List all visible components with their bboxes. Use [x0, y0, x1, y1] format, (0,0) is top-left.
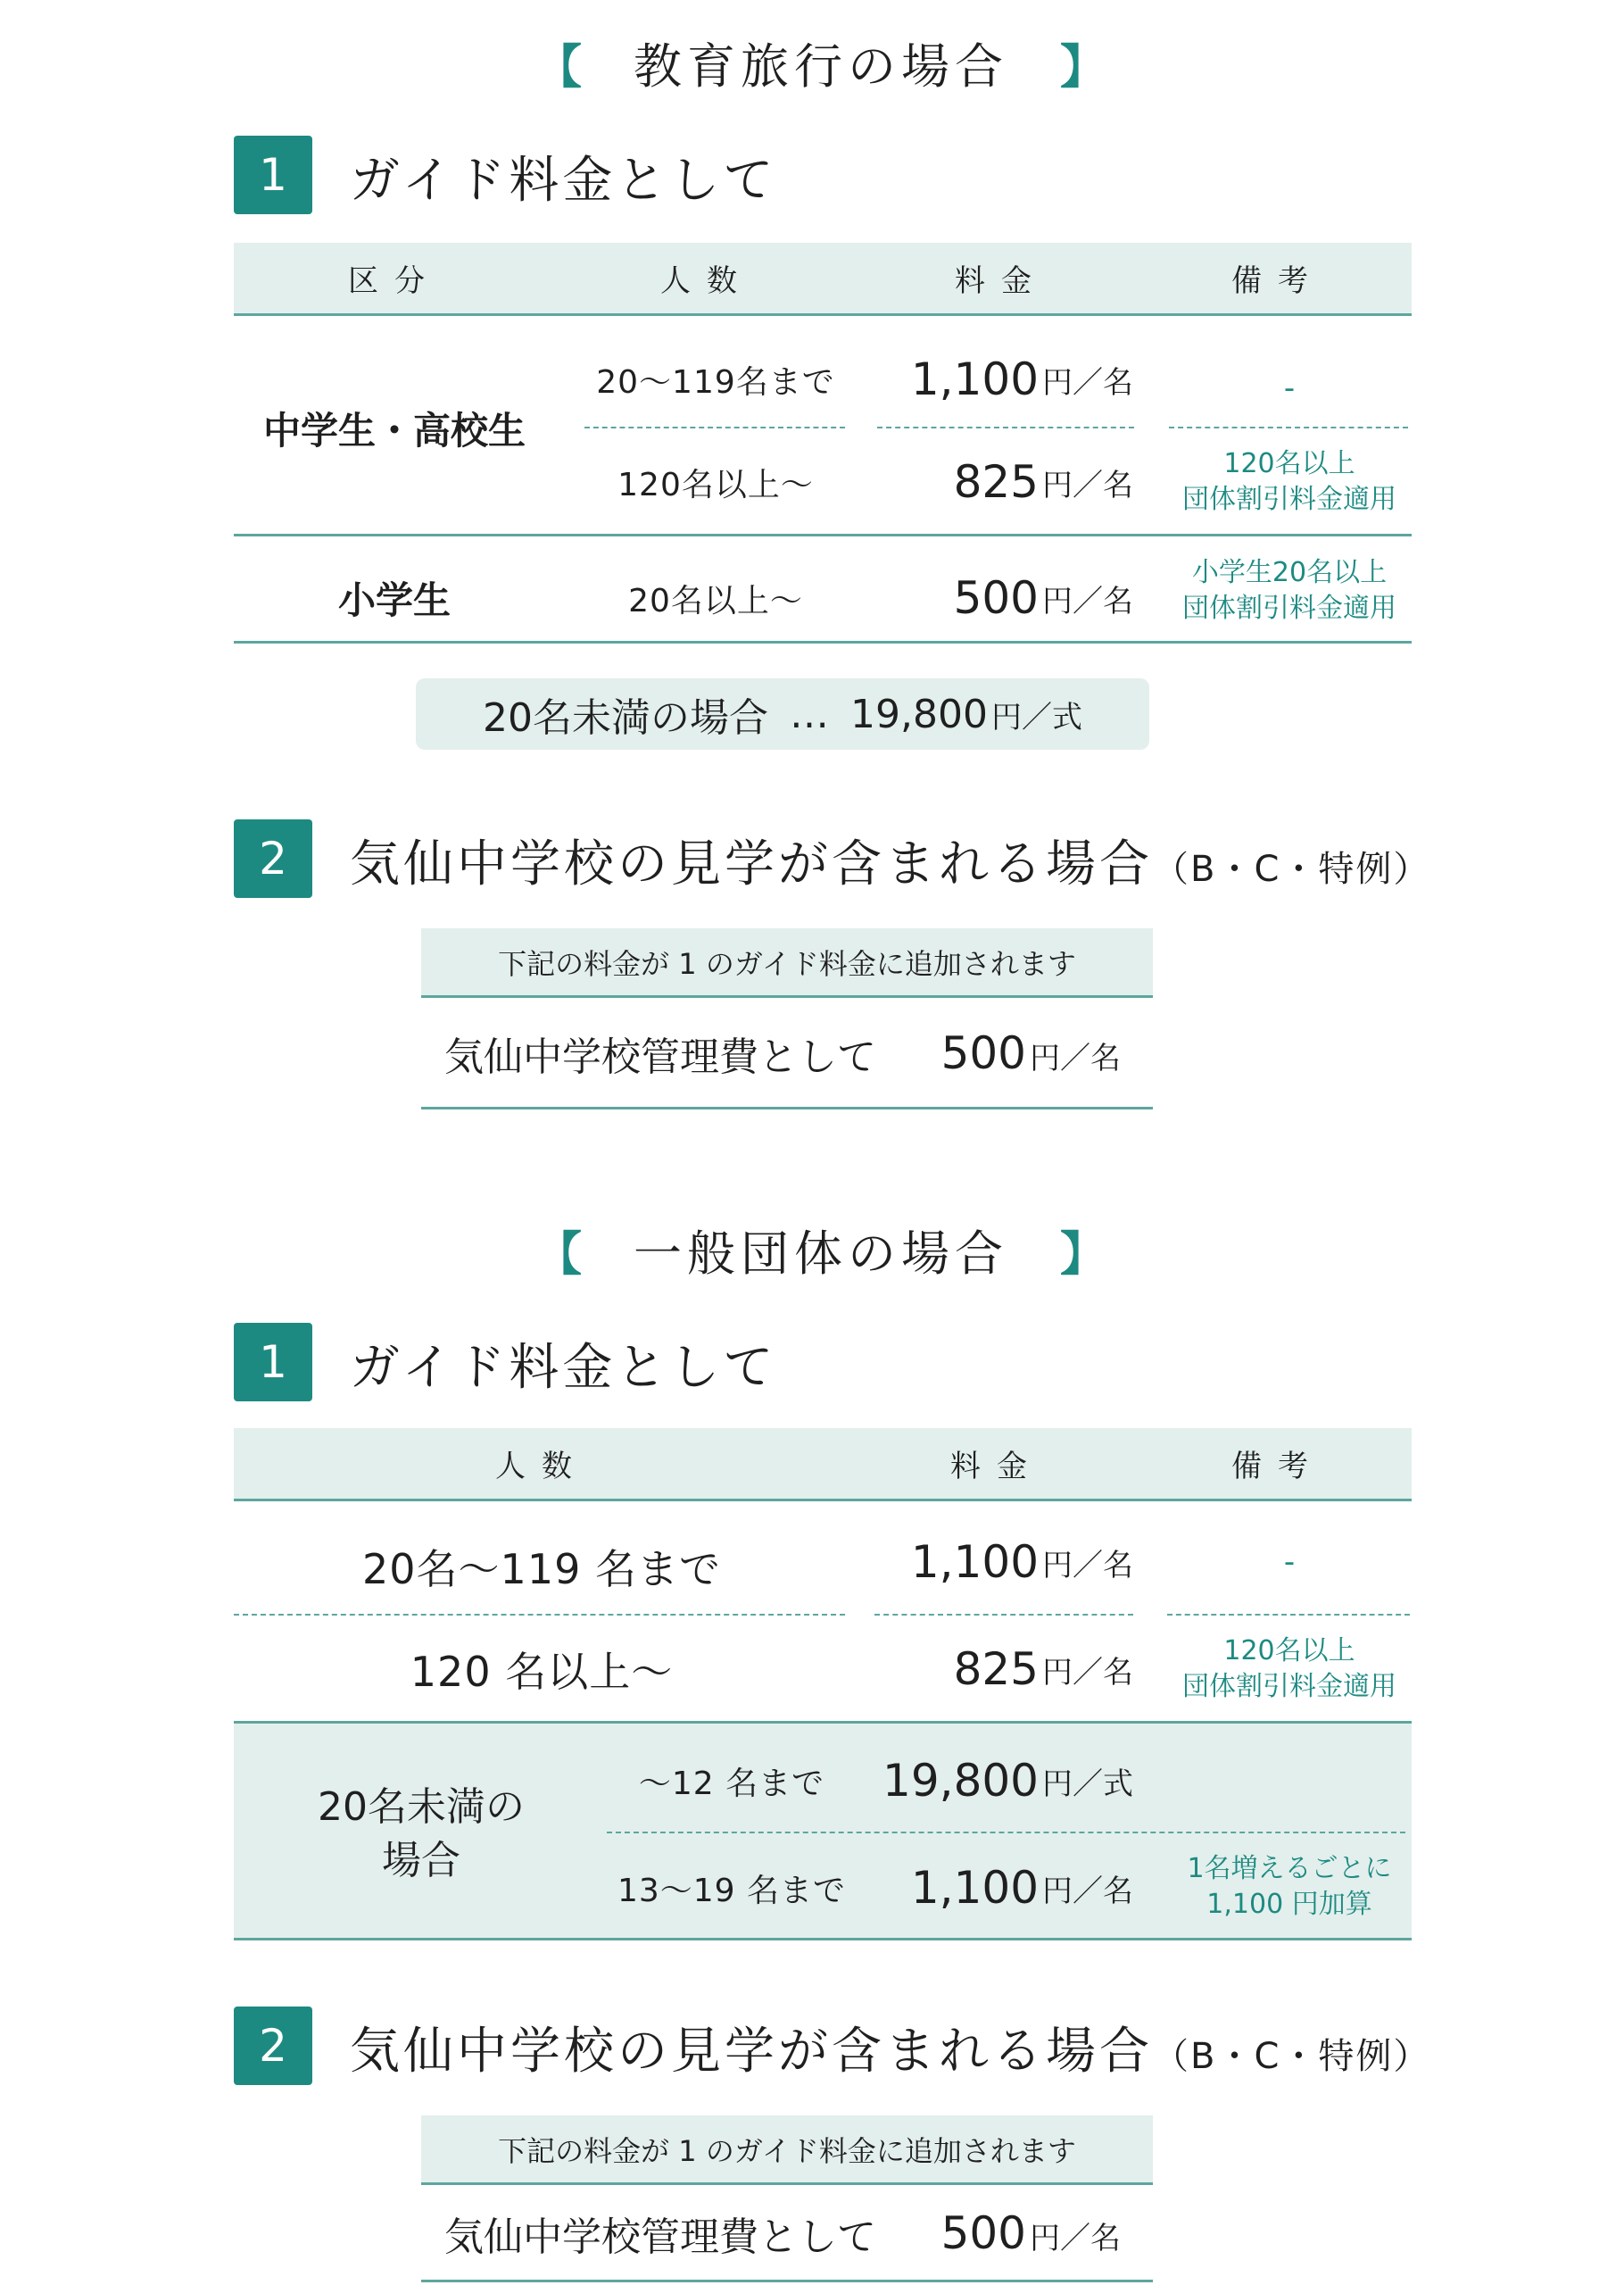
pill-label: 20名未満の場合 — [483, 695, 769, 741]
price-unit: 円／式 — [1042, 1766, 1133, 1802]
bracket-left: 【 — [535, 40, 583, 95]
count-cell: 20〜119名まで — [596, 363, 835, 401]
count-cell: 20名〜119 名まで — [362, 1545, 721, 1593]
dashed-divider — [1169, 427, 1408, 428]
price-value: 825 — [953, 456, 1039, 508]
note-dash: - — [1283, 1544, 1296, 1580]
price-cell — [874, 446, 1133, 518]
number-badge: 2 — [234, 819, 312, 898]
category-line: 20名未満の — [318, 1784, 525, 1830]
guide-fee-heading: ガイド料金として — [350, 1339, 777, 1397]
guide-fee-heading: ガイド料金として — [350, 152, 777, 210]
section-title-text: 一般団体の場合 — [634, 1225, 1008, 1282]
price-value: 825 — [953, 1643, 1039, 1695]
category-elementary: 小学生 — [337, 578, 451, 622]
note-cell — [1169, 445, 1410, 519]
header-price: 料金 — [955, 263, 1048, 299]
note-line: 団体割引料金適用 — [1182, 593, 1396, 624]
count-cell: 〜12 名まで — [638, 1765, 825, 1802]
fee-price — [941, 2207, 1121, 2259]
fee-label: 気仙中学校管理費として — [444, 2214, 876, 2260]
price-value: 1,100 — [910, 1862, 1039, 1914]
price-unit: 円／名 — [1042, 583, 1133, 619]
note-line: 1,100 円加算 — [1206, 1889, 1372, 1920]
bracket-left: 【 — [535, 1227, 583, 1282]
price-unit: 円／名 — [1042, 467, 1133, 503]
section-title-school-trip — [535, 22, 1106, 103]
fee-unit: 円／名 — [1030, 2221, 1121, 2256]
price-cell — [839, 1848, 1133, 1928]
price-cell — [874, 553, 1133, 643]
category-under-20 — [234, 1776, 609, 1892]
note-line: 1名増えるごとに — [1187, 1853, 1392, 1884]
heading-suffix: （B・C・特例） — [1153, 849, 1431, 890]
note-line: 団体割引料金適用 — [1182, 1671, 1396, 1702]
fee-unit: 円／名 — [1030, 1041, 1121, 1076]
note-cell — [1169, 1632, 1410, 1707]
price-value: 500 — [953, 572, 1039, 624]
price-cell — [839, 1741, 1133, 1821]
fee-value: 500 — [940, 1027, 1026, 1079]
count-cell: 120 名以上〜 — [410, 1648, 674, 1696]
price-cell — [874, 1522, 1133, 1602]
heading-text: 気仙中学校の見学が含まれる場合 — [350, 2023, 1153, 2081]
header-category: 区分 — [348, 263, 441, 299]
count-cell: 13〜19 名まで — [617, 1872, 847, 1909]
fee-price — [941, 1027, 1121, 1079]
note-cell — [1169, 1849, 1410, 1924]
price-value: 19,800 — [882, 1755, 1039, 1807]
pill-ellipsis: … — [790, 691, 830, 737]
note-cell — [1169, 553, 1410, 628]
note-line: 120名以上 — [1223, 1635, 1355, 1666]
note-dash: - — [1283, 370, 1296, 406]
number-badge: 2 — [234, 2007, 312, 2085]
bracket-right: 】 — [1059, 40, 1106, 95]
fee-note-header: 下記の料金が 1 のガイド料金に追加されます — [421, 2115, 1153, 2185]
dashed-divider — [234, 1614, 845, 1616]
kesen-visit-heading — [350, 825, 1430, 896]
category-line: 場合 — [382, 1838, 460, 1883]
row-divider — [234, 641, 1412, 644]
fee-value: 500 — [940, 2207, 1026, 2259]
note-line: 小学生20名以上 — [1191, 557, 1388, 588]
header-count: 人数 — [495, 1449, 588, 1484]
bracket-right: 】 — [1059, 1227, 1106, 1282]
kesen-visit-heading — [350, 2012, 1430, 2083]
price-unit: 円／名 — [1042, 1547, 1133, 1583]
price-unit: 円／名 — [1042, 364, 1133, 401]
header-notes: 備考 — [1231, 1449, 1324, 1484]
section-title-general-group — [535, 1209, 1106, 1290]
header-price: 料金 — [950, 1449, 1043, 1484]
dashed-divider — [1167, 1614, 1410, 1616]
count-cell: 20名以上〜 — [628, 582, 803, 619]
price-value: 1,100 — [910, 353, 1039, 405]
row-divider — [421, 1107, 1153, 1109]
row-divider — [421, 2280, 1153, 2282]
price-value: 1,100 — [910, 1536, 1039, 1588]
price-unit: 円／名 — [1042, 1873, 1133, 1909]
fee-label: 気仙中学校管理費として — [444, 1034, 876, 1080]
number-badge: 1 — [234, 1323, 312, 1401]
management-fee-row — [421, 1004, 1153, 1102]
price-unit: 円／名 — [1042, 1654, 1133, 1691]
dashed-divider — [584, 427, 845, 428]
heading-suffix: （B・C・特例） — [1153, 2036, 1431, 2077]
fee-note-header: 下記の料金が 1 のガイド料金に追加されます — [421, 928, 1153, 998]
price-cell — [874, 1629, 1133, 1709]
management-fee-row — [421, 2189, 1153, 2278]
row-divider — [234, 534, 1412, 536]
header-count: 人数 — [660, 263, 753, 299]
dashed-divider — [877, 427, 1134, 428]
pill-unit: 円／式 — [990, 699, 1082, 735]
note-line: 120名以上 — [1223, 448, 1355, 479]
header-notes: 備考 — [1231, 263, 1324, 299]
price-cell — [874, 344, 1133, 415]
dashed-divider — [874, 1614, 1133, 1616]
table-header — [234, 1428, 1412, 1501]
table-header — [234, 243, 1412, 316]
count-cell: 120名以上〜 — [617, 466, 814, 503]
heading-text: 気仙中学校の見学が含まれる場合 — [350, 835, 1153, 893]
number-badge: 1 — [234, 136, 312, 214]
under-20-note — [416, 678, 1149, 750]
pill-price: 19,800 — [850, 691, 988, 737]
note-line: 団体割引料金適用 — [1182, 484, 1396, 515]
dashed-divider — [607, 1832, 1405, 1833]
category-middle-high: 中学生・高校生 — [262, 409, 526, 453]
section-title-text: 教育旅行の場合 — [634, 37, 1008, 95]
